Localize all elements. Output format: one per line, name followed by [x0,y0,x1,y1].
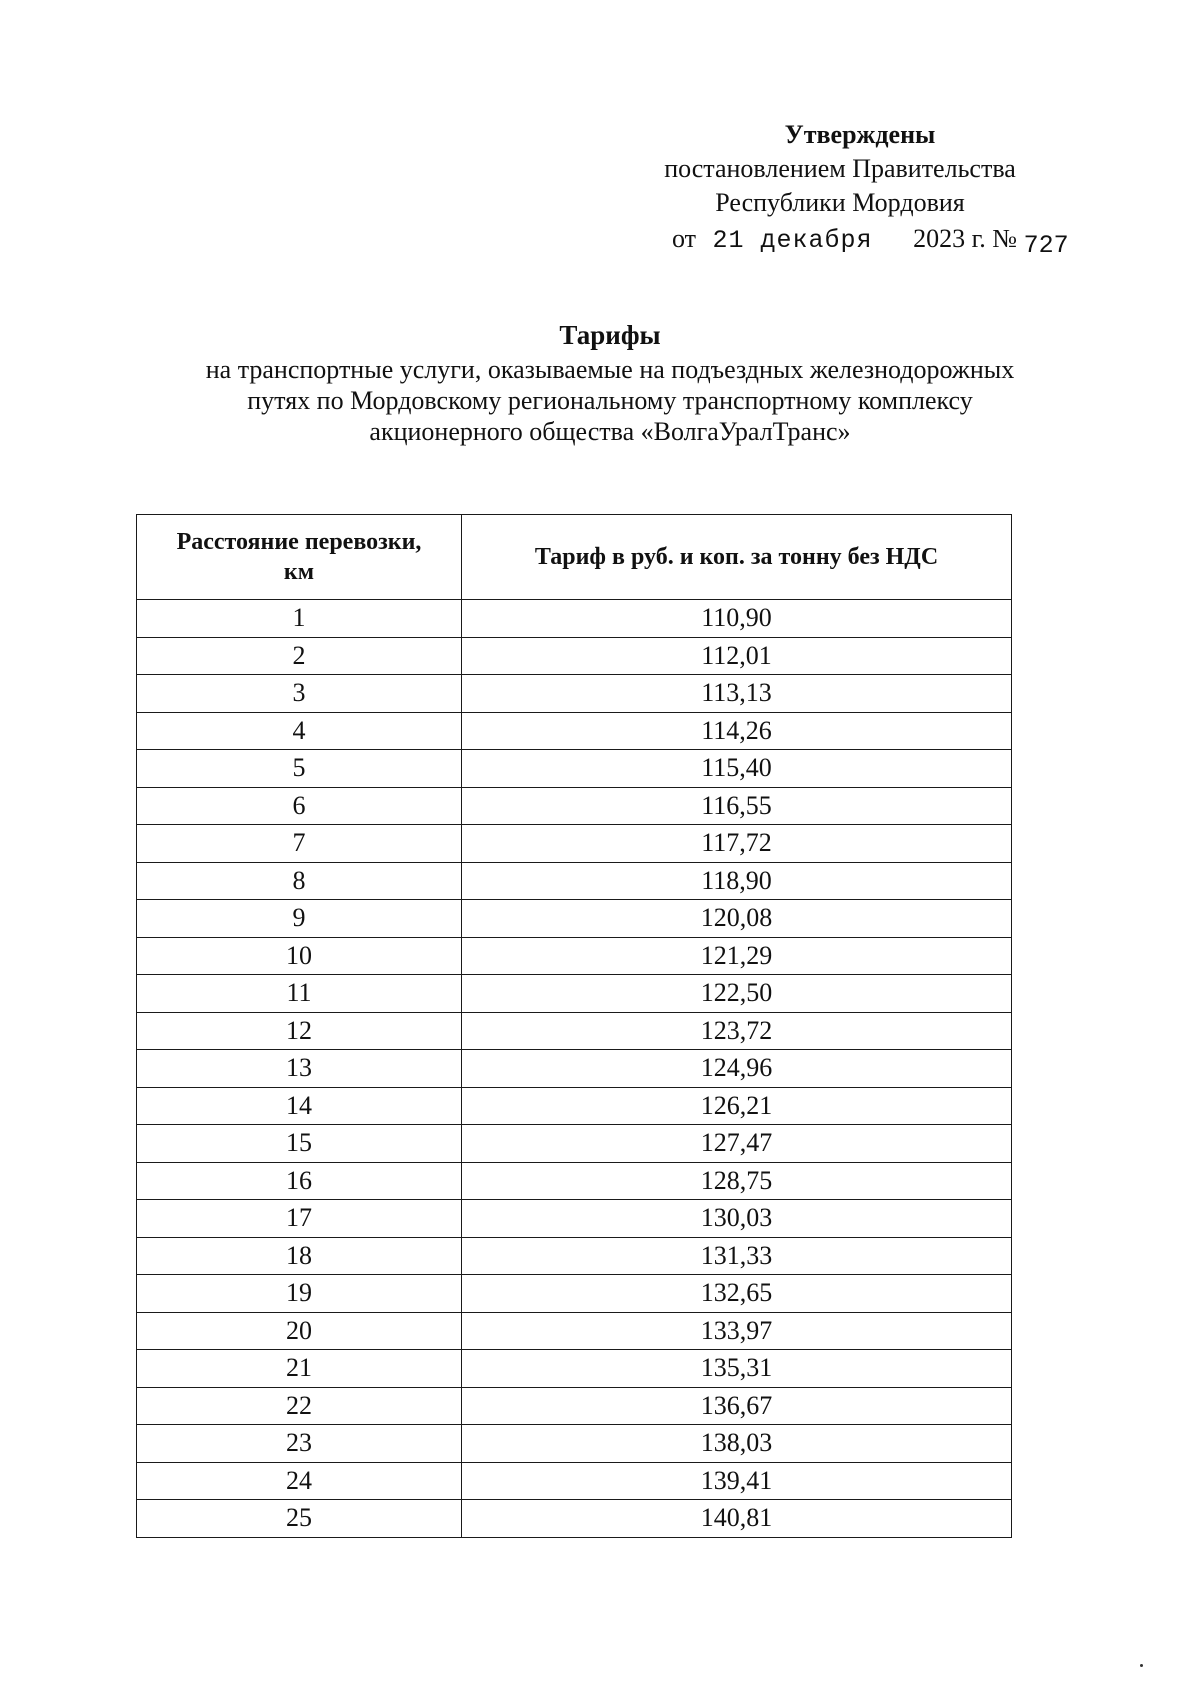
tariff-cell: 140,81 [462,1500,1012,1538]
tariff-cell: 116,55 [462,787,1012,825]
distance-cell: 13 [137,1050,462,1088]
distance-cell: 24 [137,1462,462,1500]
tariff-cell: 113,13 [462,675,1012,713]
table-row [137,1425,1012,1463]
column-header-tariff: Тариф в руб. и коп. за тонну без НДС [462,515,1012,600]
distance-cell: 12 [137,1012,462,1050]
distance-cell: 7 [137,825,462,863]
column-header-distance [137,515,462,600]
tariff-cell: 135,31 [462,1350,1012,1388]
distance-cell: 9 [137,900,462,938]
table-row [137,712,1012,750]
distance-cell: 2 [137,637,462,675]
tariff-cell: 130,03 [462,1200,1012,1238]
distance-cell: 4 [137,712,462,750]
document-subtitle-line: путях по Мордовскому региональному транспортному комплексу [247,386,973,415]
distance-cell: 8 [137,862,462,900]
approval-line-2: Республики Мордовия [715,188,965,217]
tariff-cell: 117,72 [462,825,1012,863]
distance-cell: 20 [137,1312,462,1350]
decree-year: 2023 г. № [913,224,1018,253]
distance-cell: 22 [137,1387,462,1425]
table-row [137,1050,1012,1088]
table-row [137,1312,1012,1350]
distance-cell: 17 [137,1200,462,1238]
tariff-cell: 131,33 [462,1237,1012,1275]
decree-reference [672,224,1069,260]
document-title: Тарифы [559,320,661,350]
distance-cell: 21 [137,1350,462,1388]
tariff-cell: 118,90 [462,862,1012,900]
table-row [137,900,1012,938]
table-row [137,1125,1012,1163]
tariff-cell: 132,65 [462,1275,1012,1313]
distance-cell: 1 [137,600,462,638]
tariff-cell: 133,97 [462,1312,1012,1350]
tariff-cell: 122,50 [462,975,1012,1013]
table-row [137,1200,1012,1238]
distance-cell: 19 [137,1275,462,1313]
table-row [137,750,1012,788]
tariff-cell: 124,96 [462,1050,1012,1088]
tariff-cell: 121,29 [462,937,1012,975]
tariff-cell: 110,90 [462,600,1012,638]
scan-speck [1140,1664,1143,1667]
table-row [137,1350,1012,1388]
tariff-cell: 127,47 [462,1125,1012,1163]
table-header-row [137,515,1012,600]
table-row [137,1462,1012,1500]
table-row [137,1275,1012,1313]
tariff-cell: 114,26 [462,712,1012,750]
tariff-cell: 138,03 [462,1425,1012,1463]
table-row [137,862,1012,900]
table-row [137,637,1012,675]
distance-cell: 6 [137,787,462,825]
approval-block [560,118,1120,220]
table-row [137,675,1012,713]
decree-number: 727 [1023,231,1069,260]
distance-cell: 5 [137,750,462,788]
tariff-table [136,514,1012,1538]
distance-cell: 10 [137,937,462,975]
tariff-cell: 139,41 [462,1462,1012,1500]
table-body [137,600,1012,1538]
tariff-cell: 136,67 [462,1387,1012,1425]
approval-line-1: постановлением Правительства [664,154,1016,183]
decree-day: 21 декабря [712,226,873,255]
tariff-cell: 112,01 [462,637,1012,675]
document-subtitle-line: акционерного общества «ВолгаУралТранс» [369,417,851,446]
document-subtitle-line: на транспортные услуги, оказываемые на подъездных железнодорожных [205,355,1015,384]
table-row [137,1012,1012,1050]
distance-cell: 15 [137,1125,462,1163]
approval-title: Утверждены [784,120,936,149]
tariff-cell: 115,40 [462,750,1012,788]
table-row [137,825,1012,863]
table-row [137,937,1012,975]
distance-cell: 23 [137,1425,462,1463]
table-row [137,787,1012,825]
distance-cell: 11 [137,975,462,1013]
tariff-cell: 120,08 [462,900,1012,938]
table-row [137,600,1012,638]
distance-cell: 25 [137,1500,462,1538]
table-row [137,1500,1012,1538]
table-row [137,1237,1012,1275]
document-heading [160,320,1060,447]
decree-from-label: от [672,224,697,253]
tariff-cell: 128,75 [462,1162,1012,1200]
tariff-cell: 126,21 [462,1087,1012,1125]
distance-cell: 18 [137,1237,462,1275]
table-row [137,1387,1012,1425]
table-row [137,1162,1012,1200]
column-header-distance-line2: км [283,559,315,585]
table-row [137,1087,1012,1125]
distance-cell: 16 [137,1162,462,1200]
table-row [137,975,1012,1013]
distance-cell: 3 [137,675,462,713]
tariff-cell: 123,72 [462,1012,1012,1050]
column-header-distance-line1: Расстояние перевозки, [176,529,422,555]
distance-cell: 14 [137,1087,462,1125]
